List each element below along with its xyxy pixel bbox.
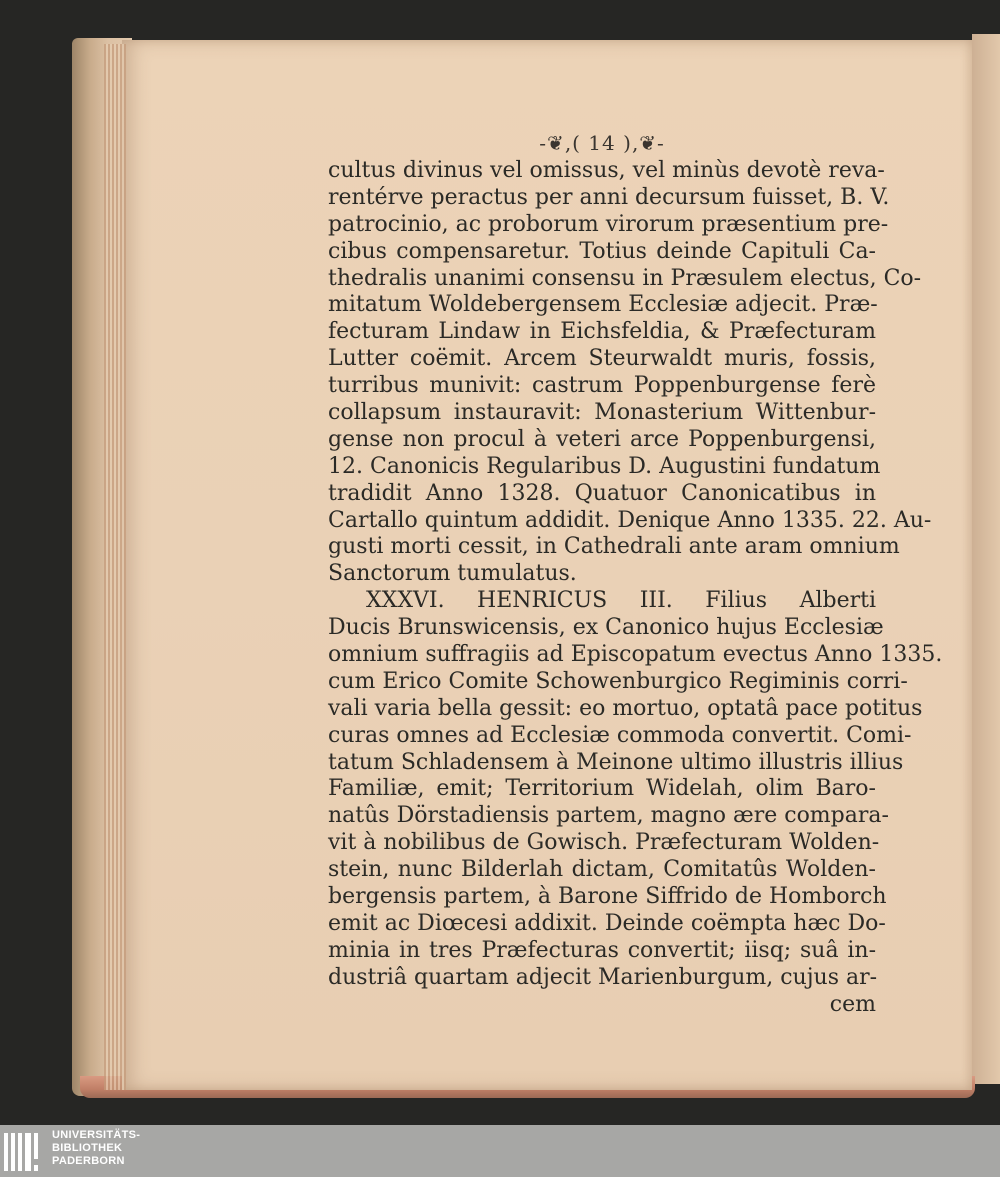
text-line: collapsum instauravit: Monasterium Wittenbur- <box>328 400 876 426</box>
text-line: Sanctorum tumulatus. <box>328 561 577 587</box>
text-line: turribus munivit: castrum Poppenburgense ferè <box>328 373 876 399</box>
text-line: cem <box>829 991 876 1017</box>
text-line: cum Erico Comite Schowenburgico Regiminis corri- <box>328 668 908 694</box>
logo-line-1: UNIVERSITÄTS- <box>52 1129 141 1141</box>
library-logo-text <box>52 1129 140 1168</box>
facing-page-edge <box>972 34 1000 1084</box>
logo-line-2: BIBLIOTHEK <box>52 1142 123 1154</box>
text-line: gense non procul à veteri arce Poppenburgensi, <box>328 426 876 452</box>
text-line: tradidit Anno 1328. Quatuor Canonicatibus in <box>328 480 876 506</box>
page-number-header: -❦‚( 14 )‚❦- <box>539 131 665 155</box>
text-line: vit à nobilibus de Gowisch. Præfecturam Wolden- <box>328 830 880 856</box>
text-line: natûs Dörstadiensis partem, magno ære compara- <box>328 803 889 829</box>
text-line: mitatum Woldebergensem Ecclesiæ adjecit. Præ- <box>328 292 878 318</box>
text-line: gusti morti cessit, in Cathedrali ante aram omnium <box>328 534 900 560</box>
text-line: minia in tres Præfecturas convertit; iisq; suâ in- <box>328 937 876 963</box>
text-line: thedralis unanimi consensu in Præsulem electus, Co- <box>328 265 922 291</box>
text-lines <box>328 158 943 1019</box>
page-text-block <box>328 128 943 1019</box>
logo-line-3: PADERBORN <box>52 1155 125 1167</box>
library-barcode-logo-icon <box>4 1133 46 1171</box>
text-line: Ducis Brunswicensis, ex Canonico hujus Ecclesiæ <box>328 615 884 641</box>
text-line: rentérve peractus per anni decursum fuisset, B. V. <box>328 184 890 210</box>
text-line: stein, nunc Bilderlah dictam, Comitatûs Wolden- <box>328 857 876 883</box>
text-line: cultus divinus vel omissus, vel minùs devotè reva- <box>328 158 885 183</box>
text-line: bergensis partem, à Barone Siffrido de Homborch <box>328 884 887 910</box>
text-line: Familiæ, emit; Territorium Widelah, olim Baro- <box>328 776 876 802</box>
page-stack-edges <box>104 44 126 1090</box>
footer-bar <box>0 1125 1000 1177</box>
text-line: 12. Canonicis Regularibus D. Augustini fundatum <box>328 453 881 479</box>
text-line: Lutter coëmit. Arcem Steurwaldt muris, fossis, <box>328 346 876 372</box>
text-line: patrocinio, ac proborum virorum præsentium pre- <box>328 211 889 237</box>
text-line: cibus compensaretur. Totius deinde Capituli Ca- <box>328 238 876 264</box>
text-line: vali varia bella gessit: eo mortuo, optatâ pace potitus <box>328 695 923 721</box>
text-line: tatum Schladensem à Meinone ultimo illustris illius <box>328 749 904 775</box>
text-line: Cartallo quintum addidit. Denique Anno 1335. 22. Au- <box>328 507 932 533</box>
text-line: emit ac Diœcesi addixit. Deinde coëmpta hæc Do- <box>328 910 886 936</box>
text-line: XXXVI. HENRICUS III. Filius Alberti <box>366 588 876 614</box>
text-line: fecturam Lindaw in Eichsfeldia, & Præfecturam <box>328 319 876 345</box>
text-line: omnium suffragiis ad Episcopatum evectus Anno 1335. <box>328 642 943 668</box>
text-line: curas omnes ad Ecclesiæ commoda convertit. Comi- <box>328 722 912 748</box>
text-line: dustriâ quartam adjecit Marienburgum, cujus ar- <box>328 964 878 990</box>
